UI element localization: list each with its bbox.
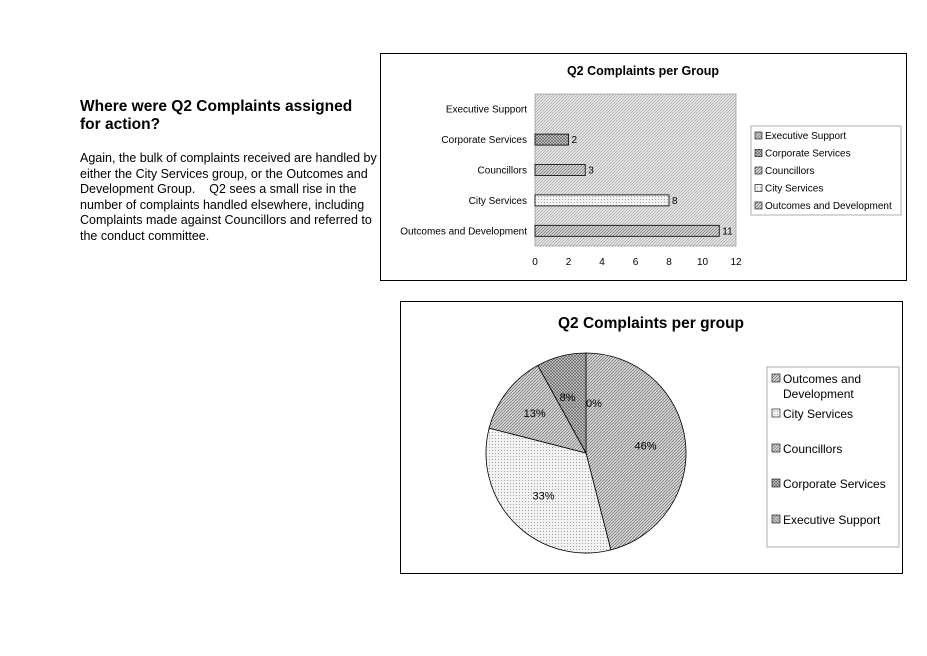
bar-category-label: Corporate Services (441, 135, 527, 147)
bar (535, 195, 669, 206)
pie-chart-title: Q2 Complaints per group (557, 315, 745, 332)
bar-category-label: Executive Support (445, 104, 527, 116)
pie-legend-swatch (772, 374, 780, 382)
bar-chart-title: Q2 Complaints per Group (566, 64, 720, 78)
bar-x-tick-label: 2 (565, 257, 572, 268)
pie-data-label: 46% (634, 440, 657, 453)
bar-legend-swatch (755, 167, 762, 174)
bar-chart-frame (380, 53, 907, 281)
bar-legend-swatch (755, 132, 762, 139)
pie-legend-label: Executive Support (783, 513, 881, 527)
bar-data-label: 11 (722, 226, 733, 238)
bar (535, 165, 585, 176)
pie-data-label: 13% (523, 408, 546, 421)
bar-chart (381, 54, 906, 280)
bar (535, 134, 569, 145)
pie-legend-label: Outcomes and Development (783, 372, 862, 401)
bar-x-tick-label: 4 (599, 257, 605, 268)
bar-data-label: 8 (672, 195, 678, 207)
bar (535, 225, 719, 236)
bar-legend-swatch (755, 185, 762, 192)
pie-legend-label: Corporate Services (783, 477, 886, 491)
pie-legend-swatch (772, 479, 780, 487)
bar-category-label: Outcomes and Development (400, 226, 527, 238)
bar-x-tick-label: 6 (632, 257, 639, 268)
pie-data-label: 0% (586, 398, 602, 410)
bar-x-tick-label: 12 (730, 257, 742, 268)
pie-legend-label: City Services (783, 407, 854, 421)
bar-legend-label: Corporate Services (765, 148, 851, 160)
bar-data-label: 2 (571, 135, 578, 147)
pie-data-label: 8% (559, 391, 576, 404)
bar-legend-label: Outcomes and Development (765, 201, 892, 212)
pie-legend-swatch (772, 515, 780, 523)
bar-x-tick-label: 8 (666, 257, 672, 268)
bar-legend-label: Executive Support (765, 131, 847, 142)
bar-x-tick-label: 10 (696, 257, 709, 268)
bar-legend-swatch (755, 202, 762, 209)
bar-legend-swatch (755, 150, 762, 157)
pie-chart-frame (400, 301, 903, 574)
pie-legend-label: Councillors (783, 442, 843, 456)
pie-data-label: 33% (532, 490, 555, 503)
pie-chart (401, 302, 902, 573)
bar-category-label: City Services (468, 195, 527, 207)
pie-legend-swatch (772, 444, 780, 452)
bar-x-tick-label: 0 (532, 257, 538, 268)
bar-data-label: 3 (588, 165, 594, 177)
pie-legend-swatch (772, 409, 780, 417)
bar-legend-label: City Services (765, 183, 824, 195)
bar-legend-label: Councillors (765, 166, 815, 177)
section-body-text: Again, the bulk of complaints received are handled by either the City Services group, or the Outcomes and Development Group. Q2 sees a small rise in the number of complaints handled elsewhere, including Complaints made against Councillors and referred to the conduct committee. (80, 151, 381, 243)
bar-category-label: Councillors (477, 165, 527, 177)
section-heading: Where were Q2 Complaints assigned for action? (80, 98, 353, 133)
